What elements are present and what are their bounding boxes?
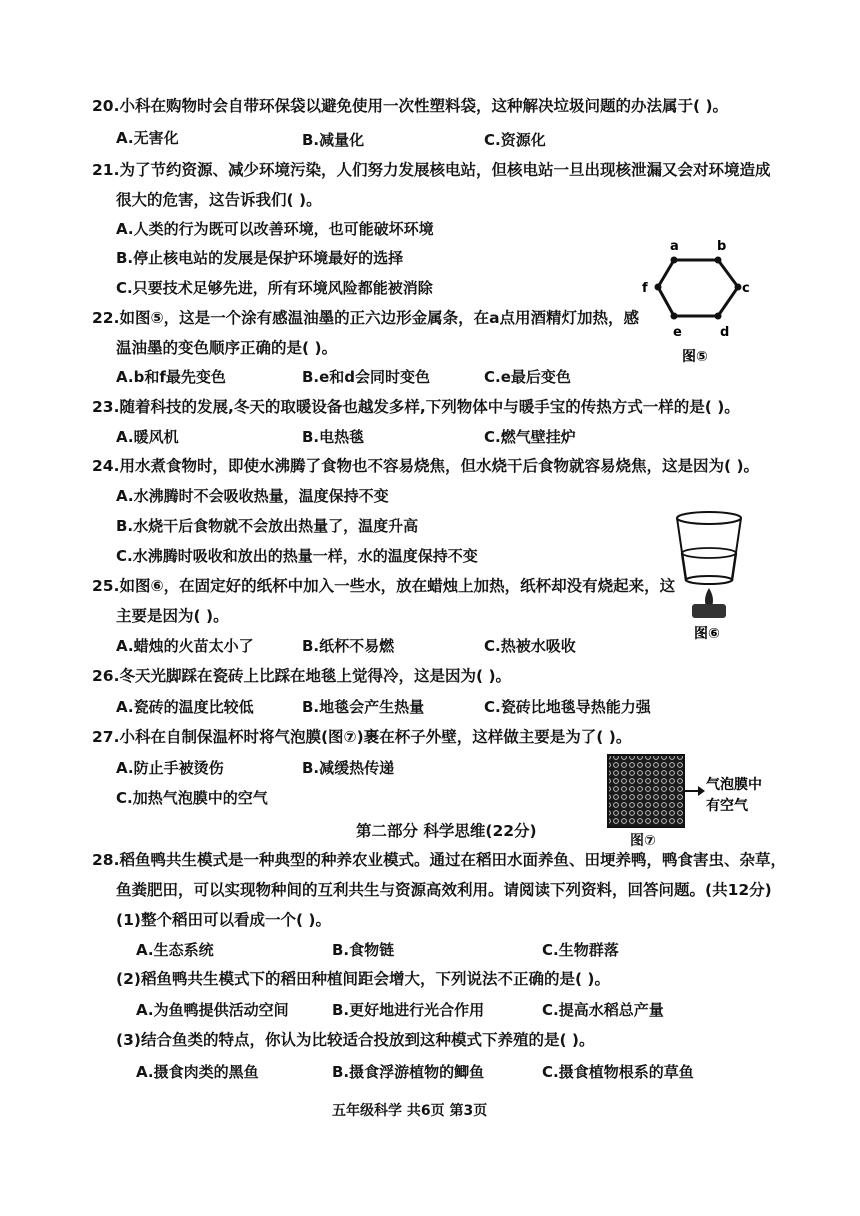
q28-part2-option-b[interactable]: B.更好地进行光合作用 bbox=[332, 1001, 485, 1019]
q24-option-b[interactable]: B.水烧干后食物就不会放出热量了，温度升高 bbox=[116, 517, 419, 535]
q20-stem: 20.小科在购物时会自带环保袋以避免使用一次性塑料袋，这种解决垃圾问题的办法属于( )。 bbox=[92, 97, 729, 115]
q26-option-a[interactable]: A.瓷砖的温度比较低 bbox=[116, 698, 254, 716]
q28-part1-option-a[interactable]: A.生态系统 bbox=[136, 941, 214, 959]
label-c: c bbox=[742, 281, 750, 296]
q27-option-c[interactable]: C.加热气泡膜中的空气 bbox=[116, 789, 268, 807]
q28-part3-stem: (3)结合鱼类的特点，你认为比较适合投放到这种模式下养殖的是( )。 bbox=[116, 1031, 595, 1049]
cup-rim bbox=[677, 512, 741, 524]
bubble-wrap-sample bbox=[608, 755, 684, 827]
label-e: e bbox=[673, 325, 682, 340]
label-f: f bbox=[642, 281, 648, 296]
q22-stem-line1: 22.如图⑤，这是一个涂有感温油墨的正六边形金属条，在a点用酒精灯加热，感 bbox=[92, 309, 640, 327]
hexagon-shape bbox=[658, 260, 738, 316]
q25-option-c[interactable]: C.热被水吸收 bbox=[484, 637, 576, 655]
arrow-head bbox=[698, 786, 705, 796]
vertex-a bbox=[671, 257, 678, 264]
figure-7-note-line2: 有空气 bbox=[706, 798, 748, 814]
q28-part3-option-a[interactable]: A.摄食肉类的黑鱼 bbox=[136, 1063, 259, 1081]
q28-part2-option-c[interactable]: C.提高水稻总产量 bbox=[542, 1001, 664, 1019]
q27-stem: 27.小科在自制保温杯时将气泡膜(图⑦)裹在杯子外壁，这样做主要是为了( )。 bbox=[92, 728, 632, 746]
label-b: b bbox=[717, 239, 727, 254]
figure-5-caption: 图⑤ bbox=[682, 349, 708, 365]
q27-option-a[interactable]: A.防止手被烫伤 bbox=[116, 759, 224, 777]
q20-option-b[interactable]: B.减量化 bbox=[302, 131, 365, 149]
q28-part3-option-c[interactable]: C.摄食植物根系的草鱼 bbox=[542, 1063, 694, 1081]
label-a: a bbox=[670, 239, 679, 254]
q21-option-b[interactable]: B.停止核电站的发展是保护环境最好的选择 bbox=[116, 249, 404, 267]
q28-part1-stem: (1)整个稻田可以看成一个( )。 bbox=[116, 911, 332, 929]
figure-7-caption: 图⑦ bbox=[630, 833, 656, 849]
q28-stem-line1: 28.稻鱼鸭共生模式是一种典型的种养农业模式。通过在稻田水面养鱼、田埂养鸭，鸭食害虫、杂草， bbox=[92, 851, 786, 869]
q25-stem-line1: 25.如图⑥，在固定好的纸杯中加入一些水，放在蜡烛上加热，纸杯却没有烧起来，这 bbox=[92, 577, 676, 595]
q21-option-c[interactable]: C.只要技术足够先进，所有环境风险都能被消除 bbox=[116, 279, 433, 297]
q24-option-c[interactable]: C.水沸腾时吸收和放出的热量一样，水的温度保持不变 bbox=[116, 547, 478, 565]
q21-stem-line1: 21.为了节约资源、减少环境污染，人们努力发展核电站，但核电站一旦出现核泄漏又会对环境造成 bbox=[92, 161, 771, 179]
vertex-f bbox=[655, 284, 662, 291]
q27-option-b[interactable]: B.减缓热传递 bbox=[302, 759, 395, 777]
q22-option-b[interactable]: B.e和d会同时变色 bbox=[302, 368, 431, 386]
q28-stem-line2: 鱼粪肥田，可以实现物种间的互利共生与资源高效利用。请阅读下列资料，回答问题。(共12分) bbox=[116, 881, 772, 899]
page-footer: 五年级科学 共6页 第3页 bbox=[332, 1103, 488, 1119]
vertex-e bbox=[671, 313, 678, 320]
q28-part1-option-c[interactable]: C.生物群落 bbox=[542, 941, 619, 959]
section-2-title: 第二部分 科学思维(22分) bbox=[356, 822, 537, 840]
q24-option-a[interactable]: A.水沸腾时不会吸收热量，温度保持不变 bbox=[116, 487, 389, 505]
cup-bottom bbox=[686, 576, 732, 584]
q21-stem-line2: 很大的危害，这告诉我们( )。 bbox=[116, 191, 322, 209]
q26-stem: 26.冬天光脚踩在瓷砖上比踩在地毯上觉得冷，这是因为( )。 bbox=[92, 667, 512, 685]
vertex-d bbox=[715, 313, 722, 320]
q25-stem-line2: 主要是因为( )。 bbox=[116, 607, 229, 625]
q23-option-b[interactable]: B.电热毯 bbox=[302, 428, 365, 446]
q23-stem: 23.随着科技的发展,冬天的取暖设备也越发多样,下列物体中与暖手宝的传热方式一样的是( )。 bbox=[92, 398, 740, 416]
candle-body bbox=[692, 604, 726, 618]
q28-part2-option-a[interactable]: A.为鱼鸭提供活动空间 bbox=[136, 1001, 289, 1019]
q21-option-a[interactable]: A.人类的行为既可以改善环境，也可能破坏环境 bbox=[116, 220, 434, 238]
figure-5-hexagon bbox=[640, 236, 760, 370]
candle-flame bbox=[705, 588, 713, 606]
q25-option-a[interactable]: A.蜡烛的火苗太小了 bbox=[116, 637, 254, 655]
q23-option-a[interactable]: A.暖风机 bbox=[116, 428, 179, 446]
label-d: d bbox=[720, 325, 730, 340]
water-surface bbox=[682, 548, 736, 558]
figure-6-cup-candle bbox=[670, 508, 750, 644]
q28-part3-option-b[interactable]: B.摄食浮游植物的鲫鱼 bbox=[332, 1063, 485, 1081]
q22-stem-line2: 温油墨的变色顺序正确的是( )。 bbox=[116, 339, 338, 357]
q28-part2-stem: (2)稻鱼鸭共生模式下的稻田种植间距会增大，下列说法不正确的是( )。 bbox=[116, 970, 611, 988]
vertex-b bbox=[715, 257, 722, 264]
vertex-c bbox=[735, 284, 742, 291]
q25-option-b[interactable]: B.纸杯不易燃 bbox=[302, 637, 395, 655]
q22-option-a[interactable]: A.b和f最先变色 bbox=[116, 368, 226, 386]
figure-6-caption: 图⑥ bbox=[694, 626, 720, 642]
q28-part1-option-b[interactable]: B.食物链 bbox=[332, 941, 395, 959]
q22-option-c[interactable]: C.e最后变色 bbox=[484, 368, 571, 386]
q26-option-c[interactable]: C.瓷砖比地毯导热能力强 bbox=[484, 698, 651, 716]
q23-option-c[interactable]: C.燃气壁挂炉 bbox=[484, 428, 576, 446]
q26-option-b[interactable]: B.地毯会产生热量 bbox=[302, 698, 425, 716]
cup-body bbox=[677, 518, 741, 580]
q24-stem: 24.用水煮食物时，即使水沸腾了食物也不容易烧焦，但水烧干后食物就容易烧焦，这是因为( )。 bbox=[92, 457, 760, 475]
figure-7-note-line1: 气泡膜中 bbox=[706, 777, 762, 793]
q20-option-c[interactable]: C.资源化 bbox=[484, 131, 546, 149]
q20-option-a[interactable]: A.无害化 bbox=[116, 129, 179, 147]
